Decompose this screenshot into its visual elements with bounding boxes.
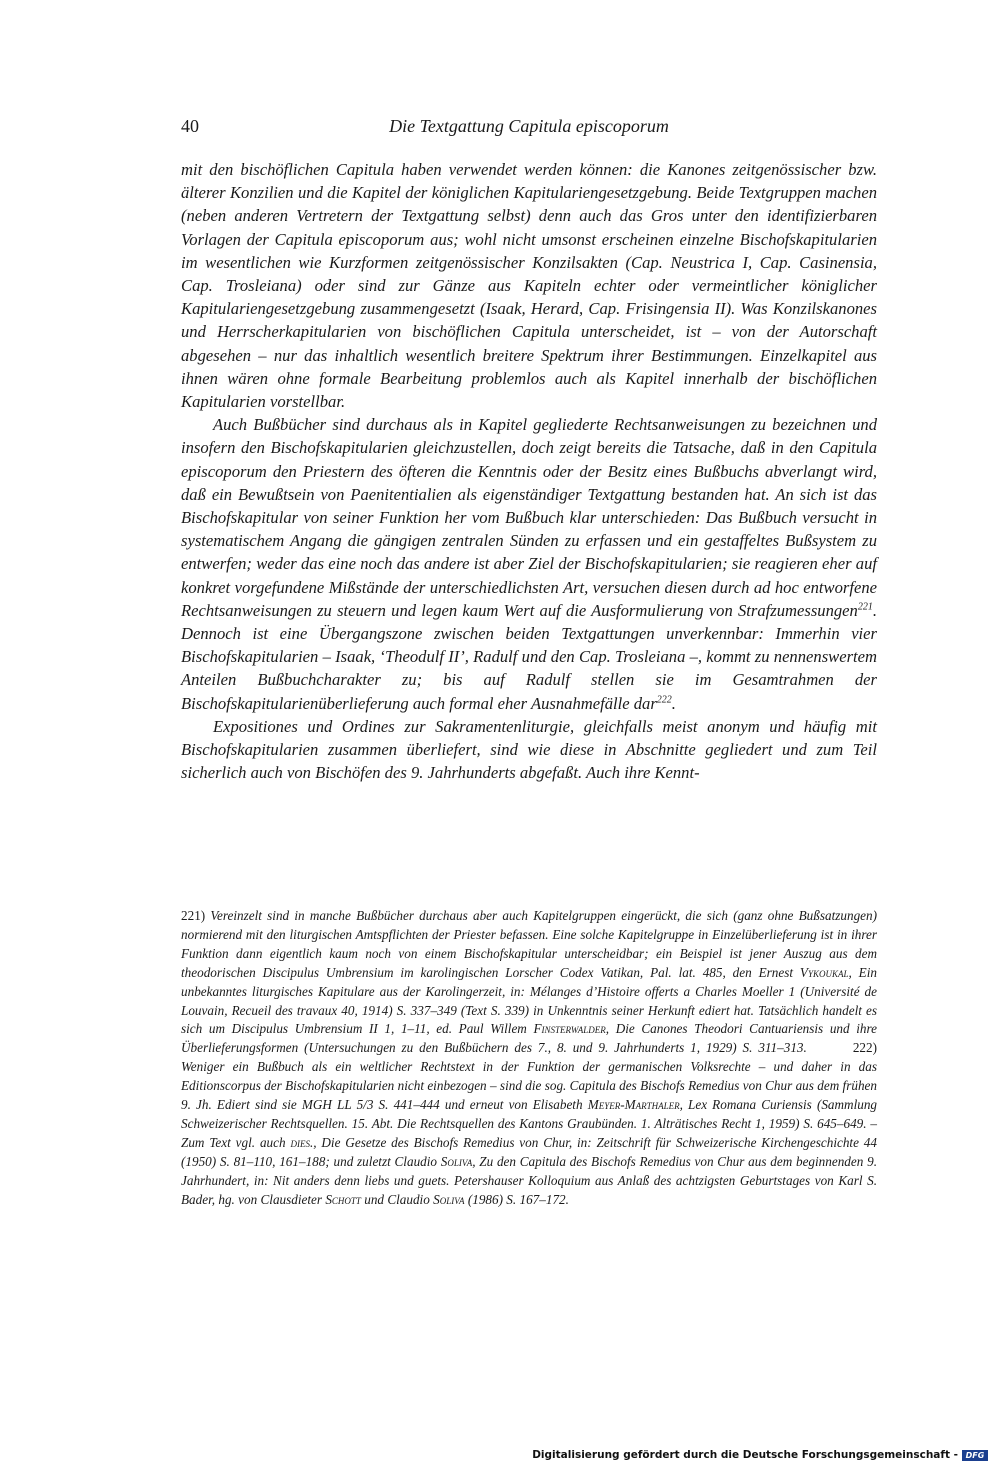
author-name: Vykoukal xyxy=(799,964,849,980)
paragraph-2-part-b: . Dennoch ist eine Übergangszone zwischen beiden Textgattungen unverkennbar: Immerhin vier Bischofskapitularien – Isaak, ‘Theodulf II’, Radulf und den Cap. Trosleiana –, kommt zu nennenswertem Anteilen Bußbuchcharakter zu; bis auf Radulf stellen sie im Gesamtrahmen der Bischofskapitularienüberlieferung auch formal eher Ausnahmefälle dar xyxy=(181,600,877,713)
paragraph-3: Expositiones und Ordines zur Sakramentenliturgie, gleichfalls meist anonym und häufig mit Bischofskapitularien zusammen überliefert, sind wie diese in Abschnitte gegliedert und zum Teil sicherlich auch von Bischöfen des 9. Jahrhunderts abgefaßt. Auch ihre Kennt- xyxy=(181,716,877,783)
footnote-222-text-e: und Claudio xyxy=(364,1191,430,1207)
footnote-222-number: 222) xyxy=(852,1040,877,1056)
footnote-221-text-a: Vereinzelt sind in manche Bußbücher durchaus aber auch Kapitelgruppen eingerückt, die sich (ganz ohne Bußsatzungen) normierend mit den liturgischen Amtspflichten der Priester befassen. Eine solche Kapitelgruppe in Einzelüberlieferung ist in ihrer Funktion dann eigentlich kaum noch von einem Bischofskapitular unterscheidbar; ein Beispiel ist jener Auszug aus dem theodorischen Discipulus Umbrensium im karolingischen Lorscher Codex Vatikan, Pal. lat. 485, den Ernest xyxy=(181,908,877,980)
footnote-222-text-c: , Die Gesetze des Bischofs Remedius von Chur, in: Zeitschrift für Schweizerische Kirchengeschichte 44 (1950) S. 81–110, 161–188; und zuletzt Claudio xyxy=(181,1134,877,1169)
author-name: dies. xyxy=(290,1134,314,1150)
paragraph-2-part-c: . xyxy=(671,693,676,713)
running-title: Die Textgattung Capitula episcoporum xyxy=(389,116,669,136)
footnote-ref-222[interactable]: 222 xyxy=(656,694,672,706)
page-number: 40 xyxy=(181,116,199,136)
author-name: Finsterwalder xyxy=(533,1021,606,1037)
running-header xyxy=(181,116,877,142)
footnote-221-text-b: , Ein unbekanntes liturgisches Kapitulare aus der Karolingerzeit, in: Mélanges d’Histoire offerts a Charles Moeller 1 (Université de Louvain, Recueil des travaux 40, 1914) S. 337–349 (Text S. 339) in Unkenntnis seiner Herkunft ediert hat. Tatsächlich handelt es sich um Discipulus Umbrensium II 1, 1–11, ed. Paul Willem xyxy=(181,964,877,1037)
dfg-logo-icon: DFG xyxy=(962,1450,988,1461)
paragraph-1: mit den bischöflichen Capitula haben verwendet werden können: die Kanones zeitgenössischer bzw. älterer Konzilien und die Kapitel der königlichen Kapitulariengesetzgebung. Beide Textgruppen machen (neben anderen Vertretern der Textgattung selbst) denn auch das Gros unter den identifizierbaren Vorlagen der Capitula episcoporum aus; wohl nicht umsonst erscheinen einzelne Bischofskapitularien im wesentlichen wie Kurzformen zeitgenössischer Konzilsakten (Cap. Neustrica I, Cap. Casinensia, Cap. Trosleiana) oder sind zur Gänze aus Kapiteln echter oder vermeintlicher königlicher Kapitulariengesetzgebung zusammengesetzt (Isaak, Herard, Cap. Frisingensia II). Was Konzilskanones und Herrscherkapitularien von bischöflichen Capitula unterscheidet, ist – von der Autorschaft abgesehen – nur das inhaltlich wesentlich breitere Spektrum ihrer Bestimmungen. Einzelkapitel aus ihnen wären ohne formale Bearbeitung problemlos auch als Kapitel innerhalb der bischöflichen Kapitularien vorstellbar. xyxy=(181,160,877,412)
main-text xyxy=(181,158,877,784)
author-name: Soliva xyxy=(440,1153,473,1169)
footnote-block xyxy=(181,907,877,1210)
author-name: Soliva xyxy=(433,1191,465,1207)
footnotes xyxy=(181,907,877,1210)
credit-text: Digitalisierung gefördert durch die Deutsche Forschungsgemeinschaft - xyxy=(532,1449,958,1461)
footnote-222-text-b: , Lex Romana Curiensis (Sammlung Schweizerischer Rechtsquellen. 15. Abt. Die Rechtsquellen des Kantons Graubünden. 1. Alträtisches Recht 1, 1959) S. 645–649. – Zum Text vgl. auch xyxy=(181,1097,878,1150)
paragraph-2-part-a: Auch Bußbücher sind durchaus als in Kapitel gegliederte Rechtsanweisungen zu bezeichnen und insofern den Bischofskapitularien gleichzustellen, doch zeigt bereits die Tatsache, daß in den Capitula episcoporum den Priestern des öfteren die Kenntnis oder der Besitz eines Bußbuchs abverlangt wird, daß ein Bewußtsein von Paenitentialien als eigenständiger Textgattung bestanden hat. An sich ist das Bischofskapitular von seiner Funktion her vom Bußbuch klar unterschieden: Das Bußbuch versucht in systematischem Angang die gängigen zentralen Sünden zu erfassen und ein gestaffeltes Bußsystem zu entwerfen; weder das eine noch das andere ist aber Ziel der Bischofskapitularien; sie reagieren eher auf konkret vorgefundene Mißstände der unterschiedlichsten Art, versuchen diesen durch ad hoc entworfene Rechtsanweisungen zu steuern und legen kaum Wert auf die Ausformulierung von Strafzumessungen xyxy=(181,415,877,620)
paragraph-2 xyxy=(181,413,877,715)
author-name: Meyer-Marthaler xyxy=(587,1097,680,1113)
footnote-222-text-f: (1986) S. 167–172. xyxy=(467,1191,569,1207)
footnote-221-text-c: , Die Canones Theodori Cantuariensis und ihre Überlieferungsformen (Untersuchungen zu den Bußbüchern des 7., 8. und 9. Jahrhunderts 1, 1929) S. 311–313. xyxy=(181,1021,878,1056)
footnote-222-text-a: Weniger ein Bußbuch als ein weltlicher Rechtstext in der Funktion der germanischen Volksrechte – und daher in das Editionscorpus der Bischofskapitularien nicht einbezogen – sind die sog. Capitula des Bischofs Remedius von Chur aus dem frühen 9. Jh. Ediert sind sie MGH LL 5/3 S. 441–444 und erneut von Elisabeth xyxy=(181,1059,877,1113)
footnote-ref-221[interactable]: 221 xyxy=(857,601,873,613)
footnote-221-number: 221) xyxy=(181,908,206,923)
footnote-222-text-d: , Zu den Capitula des Bischofs Remedius von Chur aus dem beginnenden 9. Jahrhundert, in: Nit anders denn liebs und guets. Petershauser Kolloquium aus Anlaß des achtzigsten Geburtstages von Karl S. Bader, hg. von Clausdieter xyxy=(181,1153,877,1207)
digitization-credit xyxy=(532,1449,988,1461)
author-name: Schott xyxy=(325,1191,361,1207)
